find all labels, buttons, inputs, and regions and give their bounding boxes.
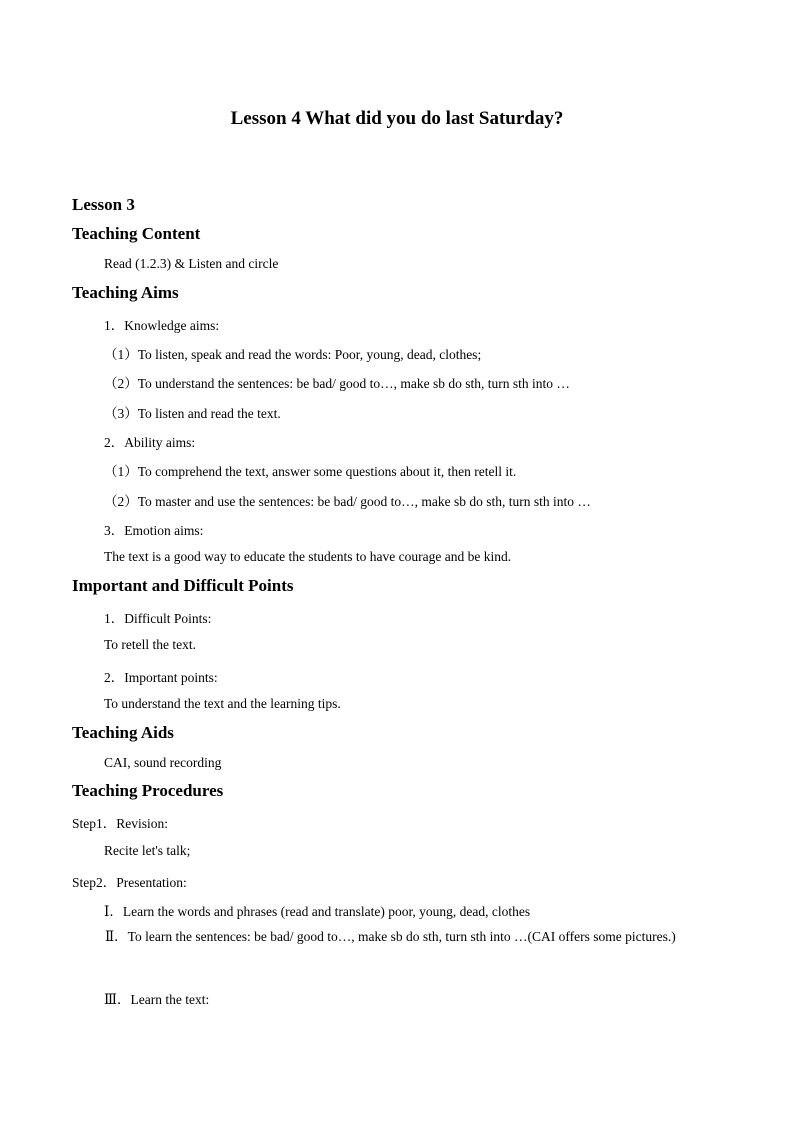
knowledge-aim-2: （2）To understand the sentences: be bad/ good to…, make sb do sth, turn sth into … — [104, 376, 570, 391]
ability-aim-1: （1）To comprehend the text, answer some questions about it, then retell it. — [104, 464, 517, 479]
presentation-item-1: Ⅰ．Learn the words and phrases (read and translate) poor, young, dead, clothes — [104, 904, 531, 919]
teaching-content-heading: Teaching Content — [72, 224, 201, 243]
teaching-content-text: Read (1.2.3) & Listen and circle — [104, 256, 279, 271]
step2-label: Step2．Presentation: — [72, 875, 187, 890]
emotion-aims-label: 3．Emotion aims: — [104, 523, 204, 538]
knowledge-aim-1: （1）To listen, speak and read the words: Poor, young, dead, clothes; — [104, 347, 482, 362]
difficult-point-1: To retell the text. — [104, 637, 197, 652]
points-heading: Important and Difficult Points — [72, 576, 294, 595]
teaching-aids-text: CAI, sound recording — [104, 755, 222, 770]
ability-aim-2: （2）To master and use the sentences: be bad/ good to…, make sb do sth, turn sth into … — [104, 494, 591, 509]
emotion-aim-1: The text is a good way to educate the students to have courage and be kind. — [104, 549, 512, 564]
teaching-aids-heading: Teaching Aids — [72, 723, 174, 742]
presentation-item-3: Ⅲ．Learn the text: — [104, 992, 210, 1007]
step1-text: Recite let's talk; — [104, 843, 191, 858]
important-points-label: 2．Important points: — [104, 670, 218, 685]
knowledge-aim-3: （3）To listen and read the text. — [104, 406, 281, 421]
ability-aims-label: 2．Ability aims: — [104, 435, 196, 450]
document-title: Lesson 4 What did you do last Saturday? — [230, 108, 564, 129]
teaching-aims-heading: Teaching Aims — [72, 283, 179, 302]
step1-label: Step1．Revision: — [72, 816, 169, 831]
presentation-item-2: Ⅱ．To learn the sentences: be bad/ good to…, make sb do sth, turn sth into …(CAI offers some pictures.) — [105, 929, 676, 944]
knowledge-aims-label: 1．Knowledge aims: — [104, 318, 220, 333]
difficult-points-label: 1．Difficult Points: — [104, 611, 212, 626]
important-point-1: To understand the text and the learning tips. — [104, 696, 341, 711]
lesson-heading: Lesson 3 — [72, 195, 135, 214]
teaching-procedures-heading: Teaching Procedures — [72, 781, 224, 800]
